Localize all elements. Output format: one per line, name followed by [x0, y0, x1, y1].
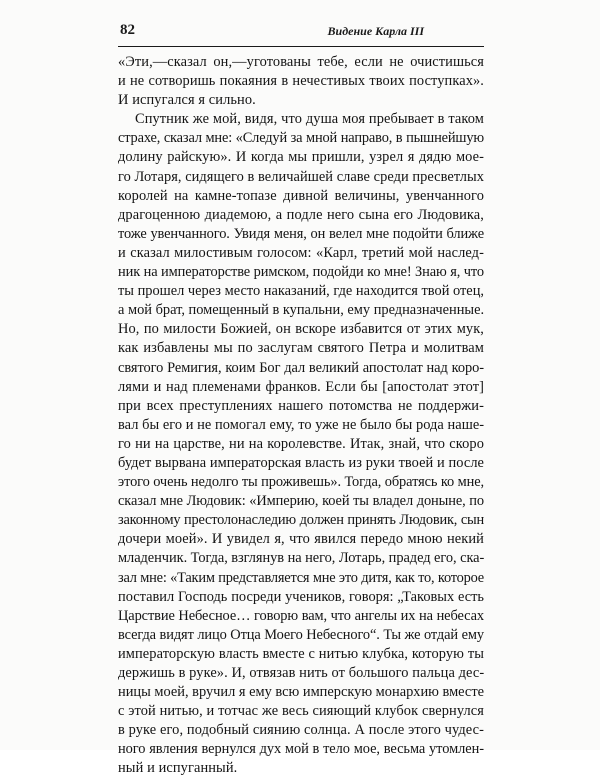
text-line: всегда видят лицо Отца Моего Небесного“. Ты же отдай ему	[118, 626, 484, 643]
text-line: королей на камне-топазе дивной величины, увенчанного	[118, 187, 484, 204]
paragraph	[118, 110, 484, 778]
text-line: с этой нитью, и тотчас же весь сияющий клубок свернулся	[118, 703, 484, 720]
text-line: святого Ремигия, коим Бог дал великий апостолат над коро-	[118, 359, 484, 376]
text-line: императорскую власть вместе с нитью клубка, которую ты	[118, 645, 484, 662]
paragraph	[118, 53, 484, 110]
running-head-title: Видение Карла III	[327, 24, 424, 38]
text-line: И испугался я сильно.	[118, 92, 256, 109]
text-line: лями и над племенами франков. Если бы [апостолат этот]	[118, 378, 484, 395]
text-line: Но, по милости Божией, он вскоре избавится от этих мук,	[118, 321, 484, 338]
text-line: го Лотаря, сидящего в величайшей славе среди пресветлых	[118, 168, 484, 185]
text-line: драгоценною диадемою, а подле него сына его Людовика,	[118, 206, 484, 223]
text-line: дочери моей». И увидел я, что явился передо мною некий	[118, 531, 484, 548]
body-text	[118, 53, 484, 779]
text-line: в руке его, подобный сиянию солнца. А после этого чудес-	[118, 722, 484, 739]
text-line: зал мне: «Таким представляется мне это дитя, как то, которое	[118, 569, 484, 586]
text-line: страхе, сказал мне: «Следуй за мной направо, в пышнейшую	[118, 130, 484, 147]
text-line: долину райскую». И когда мы пришли, узрел я дядю мое-	[118, 149, 484, 166]
text-line: тоже увенчанного. Увидя меня, он велел мне подойти ближе	[118, 225, 484, 242]
text-line: го ни на царстве, ни на королевстве. Итак, знай, что скоро	[118, 435, 484, 452]
text-line: держишь в руке». И, отвязав нить от большого пальца дес-	[118, 665, 485, 681]
text-line: ницы моей, вручил я ему всю имперскую монархию вместе	[118, 684, 484, 701]
text-line: Спутник же мой, видя, что душа моя пребывает в таком	[135, 111, 484, 128]
text-line: ник на императорстве римском, подойди ко мне! Знаю я, что	[118, 264, 484, 281]
text-line: и сказал милостивым голосом: «Карл, третий мой наслед-	[118, 244, 484, 261]
text-line: сказал мне Людовик: «Империю, коей ты владел доныне, по	[118, 493, 484, 510]
text-line: как избавлены мы по заслугам святого Петра и молитвам	[118, 340, 484, 357]
text-line: а мой брат, помещенный в купальни, ему предназначенные.	[118, 302, 485, 319]
text-line: поставил Господь посреди учеников, говоря: „Таковых есть	[118, 588, 484, 605]
text-line: этого очень недолго ты проживешь». Тогда, обратясь ко мне,	[118, 474, 484, 491]
text-line: законному престолонаследию должен принять Людовик, сын	[118, 512, 484, 529]
text-line: ты прошел через место наказаний, где находится твой отец,	[118, 283, 484, 300]
text-line: и не сотворишь покаяния в нечестивых твоих поступках».	[118, 73, 484, 90]
page-number: 82	[120, 22, 135, 38]
running-head	[118, 20, 484, 47]
text-line: Царствие Небесное… говорю вам, что ангелы их на небесах	[118, 607, 484, 624]
text-line: младенчик. Тогда, взглянув на него, Лотарь, прадед его, ска-	[118, 550, 485, 567]
text-line: при всех преступлениях нашего потомства не поддержи-	[118, 397, 484, 414]
text-line: будет вырвана императорская власть из руки твоей и после	[118, 454, 484, 471]
text-line: ный и испуганный.	[118, 760, 238, 777]
text-line: вал бы его и не помогал ему, то уже не было бы рода наше-	[118, 416, 485, 433]
text-line: ного явления вернулся дух мой в тело мое, весьма утомлен-	[118, 741, 484, 758]
text-line: «Эти,—сказал он,—уготованы тебе, если не очистишься	[118, 54, 484, 70]
